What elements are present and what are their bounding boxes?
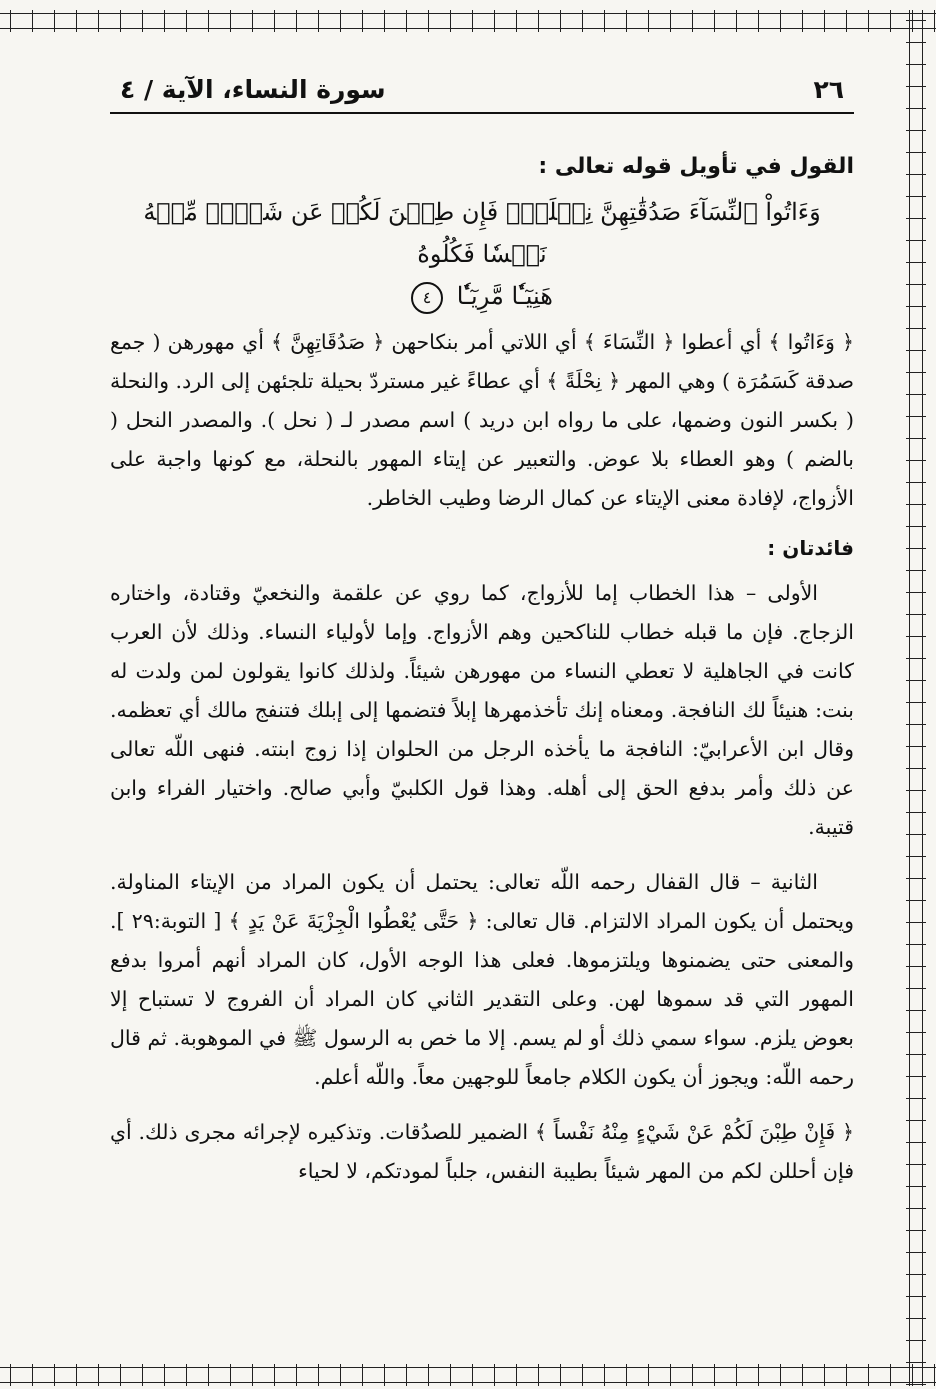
paragraph-verse-commentary: ﴿ فَإِنْ طِبْنَ لَكُمْ عَنْ شَيْءٍ مِنْهُ نَفْساً ﴾ الضمير للصدُقات. وتذكيره لإجرائه مجرى ذلك. أي فإن أحللن لكم من المهر شيئاً بطيبة النفس، جلباً لمودتكم، لا لحياء bbox=[110, 1120, 854, 1183]
quran-verse bbox=[110, 191, 854, 317]
page-content bbox=[110, 70, 854, 1191]
section-heading: القول في تأويل قوله تعالى : bbox=[538, 154, 854, 179]
verse-number-badge: ٤ bbox=[411, 282, 443, 314]
verse-line-1: وَءَاتُواْ ٱلنِّسَآءَ صَدُقَٰتِهِنَّ نِحۡلَةٗۚ فَإِن طِبۡنَ لَكُمۡ عَن شَيۡءٖ مِّنۡهُ نَفۡسٗا فَكُلُوهُ bbox=[143, 198, 821, 268]
page-border-bottom bbox=[0, 1364, 936, 1386]
verse-line-2 bbox=[110, 275, 854, 317]
paragraph-first-benefit: الأولى – هذا الخطاب إما للأزواج، كما روي عن علقمة والنخعيّ وقتادة، واختاره الزجاج. فإن ما قبله خطاب للناكحين وهم الأزواج. وإما لأولياء النساء. وذلك لأن العرب كانت في الجاهلية لا تعطي النساء من مهورهن شيئاً. ولذلك كانوا يقولون لمن ولدت له بنت: هنيئاً لك النافجة. ومعناه إنك تأخذمهرها إبلاً فتضمها إلى إبلك فتنفج مالك أي تعظمه. وقال ابن الأعرابيّ: النافجة ما يأخذه الرجل من الحلوان إذا زوج ابنته. فنهى اللّه تعالى عن ذلك وأمر بدفع الحق إلى أهله. وهذا قول الكلبيّ وأبي صالح. واختيار الفراء وابن قتيبة. bbox=[110, 581, 854, 839]
page-border-right bbox=[906, 10, 926, 1386]
page-number: ٢٦ bbox=[813, 75, 844, 104]
surah-title: سورة النساء، الآية / ٤ bbox=[120, 75, 386, 104]
paragraph-second-benefit: الثانية – قال القفال رحمه اللّه تعالى: يحتمل أن يكون المراد من الإيتاء المناولة. ويحتمل أن يكون المراد الالتزام. قال تعالى: ﴿ حَتَّى يُعْطُوا الْجِزْيَةَ عَنْ يَدٍ ﴾ [ التوبة:٢٩ ]. والمعنى حتى يضمنوها ويلتزموها. فعلى هذا الوجه الأول، كان المراد أنهم أمروا بدفع المهور التي قد سموها لهن. وعلى التقدير الثاني كان المراد أن الفروج لا تستباح إلا بعوض يلزم. سواء سمي ذلك أو لم يسم. إلا ما خص به الرسول ﷺ في الموهوبة. ثم قال رحمه اللّه: ويجوز أن يكون الكلام جامعاً للوجهين معاً. واللّه أعلم. bbox=[110, 870, 854, 1089]
paragraph-1: ﴿ وَءَاتُوا ﴾ أي أعطوا ﴿ النِّسَاءَ ﴾ أي اللاتي أمر بنكاحهن ﴿ صَدُقَاتِهِنَّ ﴾ أي مهورهن ( جمع صدقة كَسَمُرَة ) وهي المهر ﴿ نِحْلَةً ﴾ أي عطاءً غير مستردّ بحيلة تلجئهن إلى الرد. والنحلة ( بكسر النون وضمها، على ما رواه ابن دريد ) اسم مصدر لـ ( نحل ). والمصدر النحل ( بالضم ) وهو العطاء بلا عوض. والتعبير عن إيتاء المهور بالنحلة، مع كونها واجبة على الأزواج، لإفادة معنى الإيتاء عن كمال الرضا وطيب الخاطر. bbox=[110, 330, 854, 510]
subheading-two-benefits: فائدتان : bbox=[767, 536, 854, 560]
page-border-top bbox=[0, 10, 936, 32]
running-header bbox=[110, 70, 854, 114]
verse-line-2-text: هَنِيٓـٔٗا مَّرِيٓـٔٗا bbox=[456, 282, 553, 310]
